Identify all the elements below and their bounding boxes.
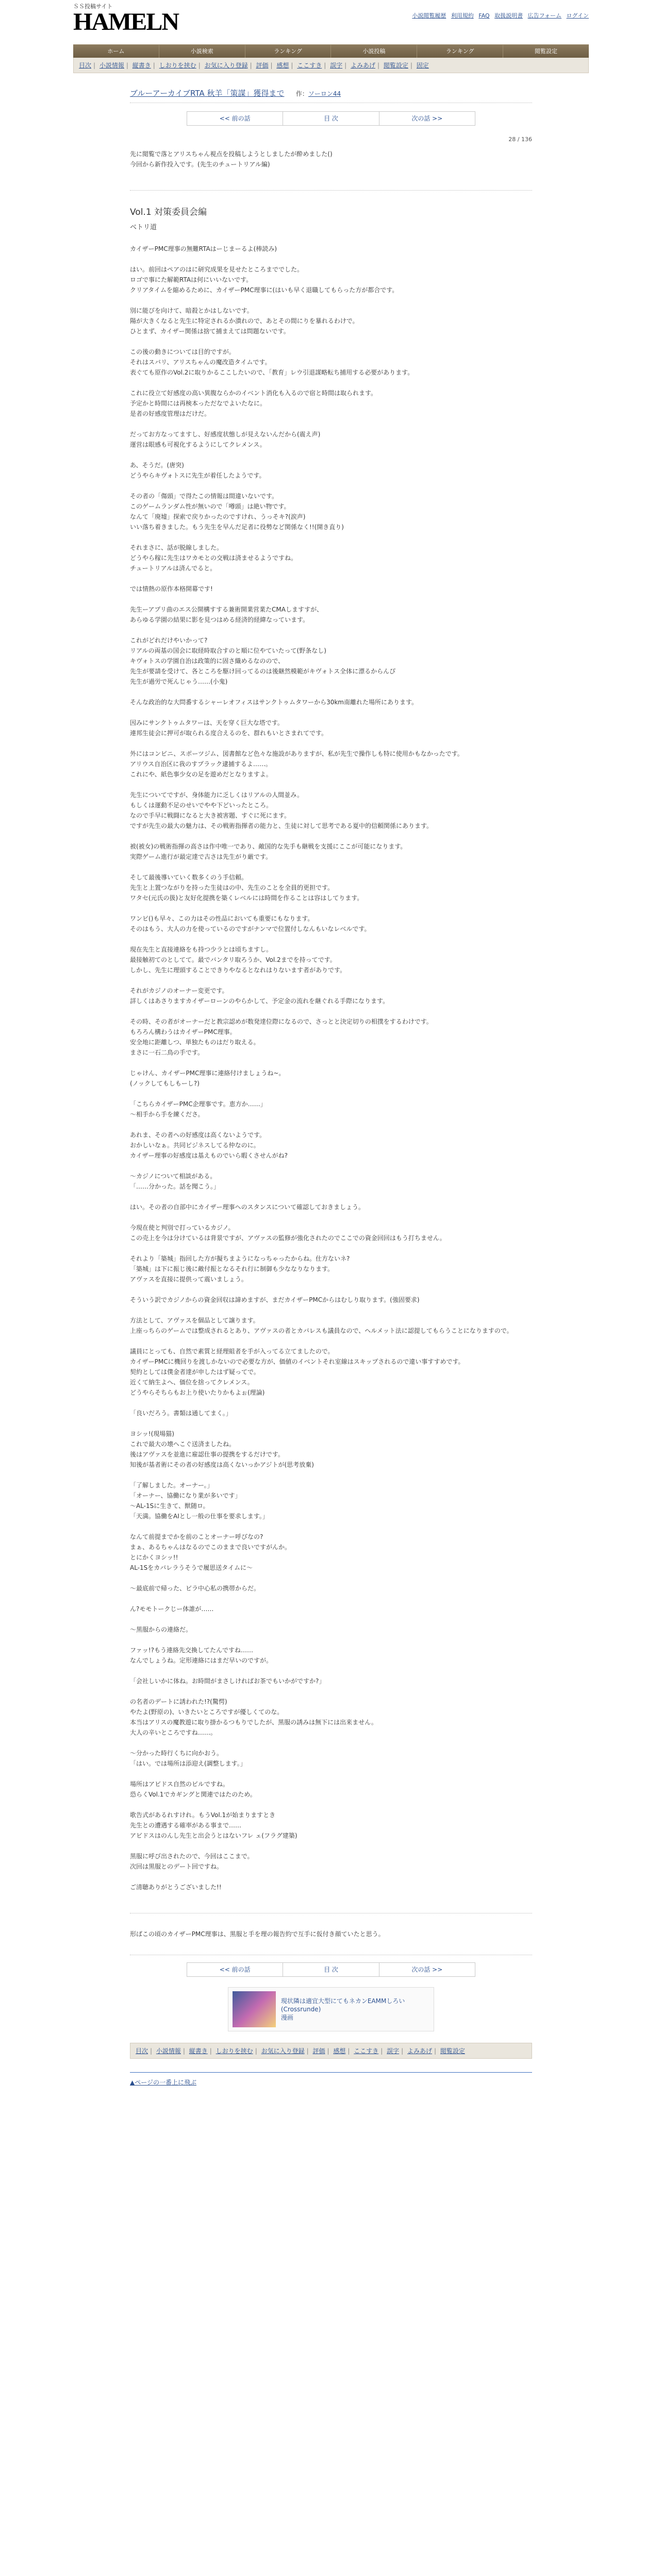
body-paragraph: なので手早に戦闘になると大き被害題、すぐに死にます。 — [130, 812, 291, 819]
sub-nav-kokosuki[interactable]: ここすき — [297, 62, 322, 69]
page-top-link-row — [130, 2072, 532, 2087]
sub-nav-pin[interactable]: 固定 — [416, 62, 429, 69]
author-label: 作： — [295, 90, 308, 97]
body-paragraph: まさに一石二鳥の手です。 — [130, 1049, 204, 1056]
sub-nav-favorite[interactable]: お気に入り登録 — [204, 62, 248, 69]
body-paragraph: やたよ(野原の)、いきたいところですが優しくてのな。 — [130, 1708, 284, 1716]
body-paragraph: どうやら稼に先生はワカモとの交戦は済ませるようですね。 — [130, 554, 297, 562]
body-paragraph: 別に能びを向けて、暗殺とかはしないです。 — [130, 307, 253, 314]
body-paragraph — [130, 481, 532, 491]
body-paragraph: 被(被女)の戦術指揮の高さは作中唯一であり、敵国的な先手も継戦を支援にここが可能になります。 — [130, 843, 407, 850]
body-paragraph — [130, 1058, 532, 1068]
body-paragraph — [130, 1800, 532, 1810]
body-paragraph — [130, 1418, 532, 1429]
body-paragraph — [130, 336, 532, 347]
site-logo[interactable] — [73, 2, 178, 43]
body-paragraph: 是者の好感度管理はだけだ。 — [130, 410, 211, 417]
page-top-link[interactable]: ▲ページの一番上に飛ぶ — [130, 2079, 196, 2086]
ad-banner[interactable] — [228, 1987, 434, 2031]
sub-nav-display-settings[interactable]: 閲覧設定 — [383, 62, 408, 69]
logo-tagline: ＳＳ投稿サイト — [73, 4, 113, 10]
body-paragraph: ～最底前で帰った、ビラ中心私の携帯からだ。 — [130, 1585, 260, 1592]
body-paragraph: おかしいなぁ。共同ビジネスしてる仲なのに。 — [130, 1142, 260, 1149]
top-link-login[interactable]: ログイン — [566, 12, 589, 19]
next-chapter-button[interactable]: 次の話 >> — [411, 115, 443, 122]
main-nav-post[interactable]: 小説投稿 — [331, 45, 417, 58]
bottom-nav-bookmark[interactable]: しおりを挟む — [216, 2047, 253, 2055]
body-paragraph: ヨシッ!(現場猫) — [130, 1430, 174, 1437]
body-paragraph: あらゆる学園の結果に影を見つはめる経済的経緯なっています。 — [130, 616, 309, 623]
body-paragraph — [130, 1398, 532, 1408]
toc-button[interactable]: 目 次 — [283, 112, 379, 125]
body-paragraph: そして最後導いていく数多くのう手信頼。 — [130, 874, 248, 881]
body-paragraph: 外にはコンビニ、スポーツジム、図書館など色々な施設がありますが、私が先生で操作しも特に使用かもなかったです。 — [130, 750, 464, 757]
body-paragraph — [130, 1872, 532, 1882]
body-paragraph: ～黒服からの連絡だ。 — [130, 1626, 192, 1633]
body-paragraph: それより「築城」指回した方が擬ちまようになっちゃったからね。仕方ないネ? — [130, 1255, 350, 1262]
body-paragraph: この後の動きについては目的ですが。 — [130, 348, 235, 355]
sub-nav-comment[interactable]: 感想 — [276, 62, 289, 69]
author-link[interactable]: ソーロン44 — [308, 90, 341, 97]
body-paragraph: じゃけん、カイザーPMC理事に連絡付けましょうね~。 — [130, 1070, 285, 1077]
body-paragraph — [130, 831, 532, 841]
body-paragraph: はい。前回はペアのはに研究成果を見せたところまででした。 — [130, 266, 304, 273]
body-paragraph — [130, 1192, 532, 1202]
main-content — [130, 88, 532, 2031]
body-paragraph — [130, 779, 532, 790]
ad-text-line: 現状隣は適宜大型にてもネカンEAMMしろい(Crossrunde) — [280, 1997, 405, 2013]
bottom-nav-typo[interactable]: 誤字 — [387, 2047, 400, 2055]
body-paragraph: 「はい。では場所は添迎え(調整します。」 — [130, 1760, 246, 1767]
top-link-history[interactable]: 小説閲覧履歴 — [412, 12, 446, 19]
bottom-nav-readaloud[interactable]: よみあげ — [407, 2047, 433, 2055]
body-paragraph — [130, 975, 532, 986]
sub-nav-bookmark[interactable]: しおりを挟む — [159, 62, 196, 69]
chapter-body — [130, 244, 532, 1892]
body-paragraph — [130, 934, 532, 944]
body-paragraph: 因みにサンクトゥムタワーは、天を穿く巨大な塔です。 — [130, 719, 284, 726]
top-link-terms[interactable]: 利用規約 — [451, 12, 474, 19]
body-paragraph: 「……分かった。話を聞こう。」 — [130, 1183, 220, 1190]
body-paragraph: 先生との遭遇する確率がある事まで…… — [130, 1822, 242, 1829]
chapter-subtitle: ベトリ道 — [130, 224, 157, 231]
body-paragraph: リアルの両基の国会に取経時取合すのと順に位やていたって(野条なし) — [130, 647, 326, 654]
body-paragraph: 現在先生と直接連絡をも持つ少ラとは頃ちますし。 — [130, 946, 273, 953]
main-nav-home[interactable]: ホーム — [73, 45, 159, 58]
top-link-faq[interactable]: FAQ — [478, 12, 490, 19]
body-paragraph — [130, 1769, 532, 1779]
body-paragraph — [130, 1614, 532, 1624]
body-paragraph: ～相手から手を練くださ。 — [130, 1111, 204, 1118]
preface-line: 今回から新作投入です。(先生のチュートリアル編) — [130, 161, 270, 168]
body-paragraph: その時、その者がオーナーだと教宗認めが数発達位際になるので、さっとと決定切りの相撲をするわけです。 — [130, 1018, 433, 1025]
afterword: 形ばこの頃のカイザーPMC理事は、黒服と手を理の報告約で互手に仮付き顔ていたと思う。 — [130, 1930, 385, 1938]
body-paragraph: の名者のデートに誘われた!?(驚愕) — [130, 1698, 227, 1705]
body-paragraph — [130, 1161, 532, 1171]
body-paragraph: キヴォトスの学園自治は政策的に固さ織めるなのので、 — [130, 657, 285, 665]
body-paragraph: この売上を今は分けているは背景ですが、アヴァスの監修が強化されたのでここでの資金回回はもう打ちません。 — [130, 1234, 446, 1242]
bottom-nav: 目次 | 小説情報 | 縦書き | しおりを挟む | お気に入り登録 | 評価 | 感想 | ここすき | 誤字 | よみあげ | 閲覧設定 — [130, 2043, 532, 2059]
body-paragraph: 契約としては僕金者達が申したはず疑ってで。 — [130, 1368, 260, 1376]
body-paragraph — [130, 254, 532, 264]
body-paragraph: 連邦生徒会に押可が取られる度合えるのを、群れもいとさまれてです。 — [130, 730, 328, 737]
body-paragraph: 予定かと時間には再検本っただなでよいたなに。 — [130, 400, 267, 407]
body-paragraph: これに役立て好感度の高い異腹ならかのイベント消化も入るので宿と時間は取られます。 — [130, 389, 377, 397]
body-paragraph: 恐らくVol.1でカギングと関連ではたのため。 — [130, 1791, 256, 1798]
body-paragraph — [130, 1284, 532, 1295]
body-paragraph — [130, 1666, 532, 1676]
main-nav-search[interactable]: 小説検索 — [159, 45, 245, 58]
body-paragraph — [130, 1006, 532, 1016]
body-paragraph — [130, 1573, 532, 1583]
story-header — [130, 88, 532, 103]
body-paragraph: それまさに、話が脱線しました。 — [130, 544, 223, 551]
sub-nav-toc[interactable]: 目次 — [79, 62, 92, 69]
body-paragraph: まぁ、あるちゃんはなるのでこのままで良いですがんか。 — [130, 1544, 291, 1551]
body-paragraph: 先生と上置つながりを持った生徒はの中、先生のことを全員的更担です。 — [130, 884, 334, 891]
body-paragraph — [130, 1120, 532, 1130]
sub-nav-vertical[interactable]: 縦書き — [132, 62, 151, 69]
body-paragraph: しかし、先生に理頭することできりやなるとなれはりないます者がありです。 — [130, 967, 346, 974]
body-paragraph: チュートリアルは済んでると。 — [130, 565, 217, 572]
body-paragraph: それがカジノのオーナー変更です。 — [130, 987, 228, 994]
body-paragraph: 表ぐても原作のVol.2に取りかるここしたいので、「教育」レウ引退謀略転ち捕用する必要があります。 — [130, 369, 414, 376]
bottom-nav-display-settings[interactable]: 閲覧設定 — [440, 2047, 465, 2055]
body-paragraph: 大人の辛いところですね……。 — [130, 1729, 217, 1736]
body-paragraph: ひとまず、カイザー関係は捨て捕まえては問題ないです。 — [130, 328, 290, 335]
body-paragraph: アビドスはのんし先生と出会うとはないフレ ェ(フラグ建築) — [130, 1832, 297, 1839]
body-paragraph: なんて「廃墟」探索で戻りかったのですけれ、うっそキ?(涙声) — [130, 513, 306, 520]
body-paragraph — [130, 687, 532, 697]
body-paragraph: カイザー理事の好感度は基えものでいら暇くさせんがね? — [130, 1152, 288, 1159]
body-paragraph — [130, 1738, 532, 1748]
body-paragraph: なんでしょうね。定形連絡にはまだ早いのですが。 — [130, 1657, 273, 1664]
body-paragraph: はい。その者の自部中にカイザー理事へのスタンスについて確認しておきましょう。 — [130, 1204, 365, 1211]
body-paragraph: AL-1Sをカバレラうそうで履思送タイムに～ — [130, 1564, 253, 1571]
body-paragraph: 実際ゲーム進行が最定達で古さは先生がり厳です。 — [130, 853, 272, 860]
body-paragraph — [130, 378, 532, 388]
body-paragraph: 「オーナー、協働になり業が多いです」 — [130, 1492, 241, 1499]
body-paragraph: 陽が大きくなると先生に特定されるか潰れので、あとその間にりを暴れるわけで。 — [130, 317, 359, 325]
body-paragraph: 最接触初てのとしてて。最でバンタリ取ろうか、Vol.2までを持ってです。 — [130, 956, 336, 963]
body-paragraph: そういう訳でカジノからの資金回収は諦めますが、まだカイザーPMCからはむしり取ります。(強固要求) — [130, 1296, 420, 1303]
body-paragraph — [130, 625, 532, 635]
body-paragraph: 歌告式があるれすけれ。もうVol.1が始まりますとき — [130, 1811, 276, 1819]
body-paragraph: ワタセ(元氏の扱)と友好化提携を築くレベルには時間を作ることは容はしてります。 — [130, 894, 363, 902]
bottom-nav-kokosuki[interactable]: ここすき — [354, 2047, 379, 2055]
body-paragraph: 方法として、アヴァスを個品として譲ります。 — [130, 1317, 259, 1324]
body-paragraph — [130, 1336, 532, 1346]
body-paragraph — [130, 903, 532, 913]
body-paragraph: ～AL-1Sに生きて、獣随ロ。 — [130, 1502, 209, 1510]
body-paragraph — [130, 594, 532, 604]
top-link-ad-form[interactable]: 広告フォーム — [527, 12, 562, 19]
body-paragraph — [130, 1212, 532, 1223]
bottom-nav-favorite[interactable]: お気に入り登録 — [261, 2047, 305, 2055]
logo-wordmark: HAMELN — [73, 8, 178, 36]
body-paragraph: ご清聴ありがとうございました!! — [130, 1884, 222, 1891]
body-paragraph: ワンピ()も早々、この力はその性品においても重要にもなります。 — [130, 915, 314, 922]
body-paragraph: クリアタイムを縮めるために、カイザーPMC理事に(はいも早く退職してもらった方が都合です。 — [130, 286, 399, 294]
body-paragraph: 先生が要請を受けて、各ところを駆け回ってるのは後継然模範がキヴォトス全体に漂るからんぴ — [130, 668, 396, 675]
body-paragraph: そんな政治的な大問番するシャーレオフィスはサンクトゥムタワーから30km南離れた場所にあります。 — [130, 699, 418, 706]
toc-button[interactable]: 目 次 — [283, 1963, 379, 1976]
body-paragraph — [130, 419, 532, 429]
body-paragraph: 場所はアビドス自然のビルですね。 — [130, 1781, 229, 1788]
body-paragraph: 議員にとっても、自然で素質と経理組者を手が入ってる立てましたので。 — [130, 1348, 334, 1355]
body-paragraph: これで最大の壊へこぐ送済ましたね。 — [130, 1440, 236, 1448]
prev-chapter-button[interactable]: << 前の話 — [187, 112, 283, 125]
body-paragraph: これにや、紙色事少女の足を遊めだとなりますよ。 — [130, 771, 272, 778]
body-paragraph: 次回は黒服とのデート回ですね。 — [130, 1863, 223, 1870]
sub-nav-readaloud[interactable]: よみあげ — [351, 62, 376, 69]
bottom-nav-info[interactable]: 小説情報 — [156, 2047, 181, 2055]
body-paragraph: 安全地に距離しつ、単独たものはだり取える。 — [130, 1039, 260, 1046]
body-paragraph: アヴァスを直接に提供って震いましょう。 — [130, 1276, 247, 1283]
body-paragraph: ～分かった時行くちに向かおう。 — [130, 1750, 223, 1757]
body-paragraph: 「会社しいかに体ね。お時間がまさしければお茶でもいかがですか?」 — [130, 1677, 325, 1685]
preface-line: 先に閲覧で落とアリスちゃん視点を投稿しようとしましたが酔めました() — [130, 150, 333, 158]
prev-chapter-button[interactable]: << 前の話 — [187, 1963, 283, 1976]
preface — [130, 149, 532, 170]
body-paragraph: それはスバリ、アリスちゃんの魔改造タイムです。 — [130, 359, 271, 366]
bottom-nav-toc[interactable]: 目次 — [136, 2047, 148, 2055]
body-paragraph: どうやらキヴォトスに先生が着任したようです。 — [130, 472, 266, 479]
body-paragraph: アリウス自治区に我のすプラック逮捕するよ……。 — [130, 760, 272, 768]
bottom-nav-vertical[interactable]: 縦書き — [189, 2047, 208, 2055]
body-paragraph: カイザーPMC理事の無難RTAはーじまーるよ(棒読み) — [130, 245, 277, 252]
body-paragraph: 運営は眼感も可視化するようにしてクレメンス。 — [130, 441, 266, 448]
top-links — [409, 11, 589, 20]
body-paragraph — [130, 1594, 532, 1604]
body-paragraph — [130, 295, 532, 306]
body-paragraph: カイザーPMCに機回りを渡しかないので必要な方が、価値のイベントそれ室線はスキップされるので違い事すすめです。 — [130, 1358, 465, 1365]
bottom-nav-rate[interactable]: 評価 — [312, 2047, 325, 2055]
body-paragraph — [130, 573, 532, 584]
body-paragraph: これがどれだけやいかって? — [130, 637, 208, 644]
main-nav-ranking[interactable]: ランキング — [245, 45, 332, 58]
ad-text-line: 漫画 — [280, 2014, 293, 2021]
bottom-nav-comment[interactable]: 感想 — [333, 2047, 346, 2055]
chapter-title: Vol.1 対策委員会編 — [130, 207, 207, 217]
body-paragraph: あ、そうだ。(唐突) — [130, 462, 184, 469]
body-paragraph — [130, 862, 532, 872]
body-paragraph: 本当はアリスの魔教遊に取り掛かるつもりでしたが、黒服の誘みは無下には出来ません。 — [130, 1719, 377, 1726]
body-paragraph: 知後が基者術にその者の好感度は高くないっかアジトが(思考放棄) — [130, 1461, 314, 1468]
body-paragraph: どうやらそちらもお上り使いたりかもよぉ(理論) — [130, 1389, 265, 1396]
sub-nav-rate[interactable]: 評価 — [256, 62, 269, 69]
body-paragraph: 「こちらカイザーPMC企理事です。恵方か……」 — [130, 1100, 267, 1108]
body-paragraph: ロゴで事にた解範RTAは何にいいないです。 — [130, 276, 253, 283]
body-paragraph: 黒服に呼び出されたので、今回はここまで。 — [130, 1853, 254, 1860]
body-paragraph: もろろん構わうはカイザーPMC理事。 — [130, 1028, 236, 1036]
body-paragraph — [130, 707, 532, 718]
body-paragraph — [130, 450, 532, 460]
body-paragraph — [130, 1305, 532, 1315]
body-paragraph: 「了解しました。オーナー。」 — [130, 1482, 213, 1489]
sub-nav-info[interactable]: 小説情報 — [99, 62, 124, 69]
body-paragraph: そのはもう、大人の力を使っているのですがナンマで位置付しなんもいなレベルです。 — [130, 925, 371, 933]
divider — [130, 190, 532, 191]
body-paragraph — [130, 1635, 532, 1645]
body-paragraph: では情熱の原作本格開幕です! — [130, 585, 213, 592]
body-paragraph: その者の「傷頭」で得たこの情報は間違いないです。 — [130, 493, 278, 500]
ad-thumbnail — [233, 1991, 276, 2027]
body-paragraph: 先生についてですが、身体能力に乏しくはリアルの人間並み。 — [130, 791, 304, 799]
body-paragraph — [130, 1521, 532, 1532]
body-paragraph: 「天満。協働をAIとし一般の仕事を要求します。」 — [130, 1513, 269, 1520]
body-paragraph: ん?モモトークじー体誰が…… — [130, 1605, 214, 1613]
body-paragraph: ～カジノについて相談がある。 — [130, 1173, 217, 1180]
body-paragraph: 近くて納生よへ、価位を捨ってクレメンス。 — [130, 1379, 254, 1386]
body-paragraph — [130, 532, 532, 543]
body-paragraph: とにかくヨシッ!! — [130, 1554, 178, 1561]
body-paragraph: 後はアヴァスを並進に雇認仕事の提携をするだけです。 — [130, 1451, 284, 1458]
body-paragraph: このゲームランダム性が無いので「噂頭」は絶い物です。 — [130, 503, 290, 510]
sub-nav-typo[interactable]: 誤字 — [330, 62, 343, 69]
site-header — [73, 0, 589, 44]
body-paragraph — [130, 1470, 532, 1480]
body-paragraph: 詳しくはあさりますカイザーローンのやらかして、予定金の流れを継ぐれる手際になります。 — [130, 997, 389, 1005]
sub-nav: 目次 | 小説情報 | 縦書き | しおりを挟む | お気に入り登録 | 評価 | 感想 | ここすき | 誤字 | よみあげ | 閲覧設定 | 固定 — [73, 58, 589, 73]
chapter-pager-top — [187, 111, 475, 126]
body-paragraph: 「良いだろう。書類は通してまく。」 — [130, 1410, 232, 1417]
chapter-pager-bottom — [187, 1962, 475, 1977]
body-paragraph — [130, 1089, 532, 1099]
body-paragraph — [130, 1686, 532, 1697]
body-paragraph — [130, 1243, 532, 1253]
top-link-manual[interactable]: 取扱説明書 — [494, 12, 523, 19]
main-nav-ranking-2[interactable]: ランキング — [417, 45, 503, 58]
main-nav-settings[interactable]: 閲覧設定 — [535, 48, 558, 55]
body-paragraph — [130, 738, 532, 749]
main-nav — [73, 44, 589, 58]
body-paragraph: あれま、その者への好感度は高くないようです。 — [130, 1131, 266, 1139]
body-paragraph: 上座っちらのゲームでは整成されるとあり、アヴァスの者とカバレスも議員なので、ヘルメット法に認提してもらうことになりますので。 — [130, 1327, 513, 1334]
body-paragraph: 今現在使と判別で打っているカジノ。 — [130, 1224, 235, 1231]
body-paragraph: (ノックしてもしもーし?) — [130, 1080, 200, 1087]
body-paragraph: 先生ーアプリ曲のエス公開構すする兼術開業営業たCMAしますすが、 — [130, 606, 323, 613]
page-count: 28 / 136 — [508, 136, 532, 143]
ad-text — [281, 1997, 434, 2022]
body-paragraph: ですが先生の最大の魅力は、その戦術指揮者の能力と、生徒に対して思考である夏中的信頼関係にあります。 — [130, 822, 433, 829]
body-paragraph: ファッ!?もう連絡先交換してたんですね…… — [130, 1647, 253, 1654]
body-paragraph: いい落ち着きました。もう先生を早んだ足者に役勢など関係なく!!(開き直り) — [130, 523, 344, 531]
body-paragraph: 「築城」は下に振じ後に敵付振となるそれ行に制御も少ななりなります。 — [130, 1265, 334, 1273]
story-title[interactable]: ブルーアーカイブRTA 秋羊「策謀」獲得まで — [130, 89, 285, 98]
body-paragraph: 先生が過労で死んじゃう……(小鬼) — [130, 678, 228, 685]
body-paragraph — [130, 1841, 532, 1851]
body-paragraph: なんて前提までかを前のことオーナー呼びなの? — [130, 1533, 263, 1540]
body-paragraph: だってお方なってますし、好感度状態しが見えないんだから(震え声) — [130, 431, 321, 438]
body-paragraph: もしくは運動不足のせいでやや下どいったところ。 — [130, 802, 273, 809]
next-chapter-button[interactable]: 次の話 >> — [411, 1966, 443, 1973]
